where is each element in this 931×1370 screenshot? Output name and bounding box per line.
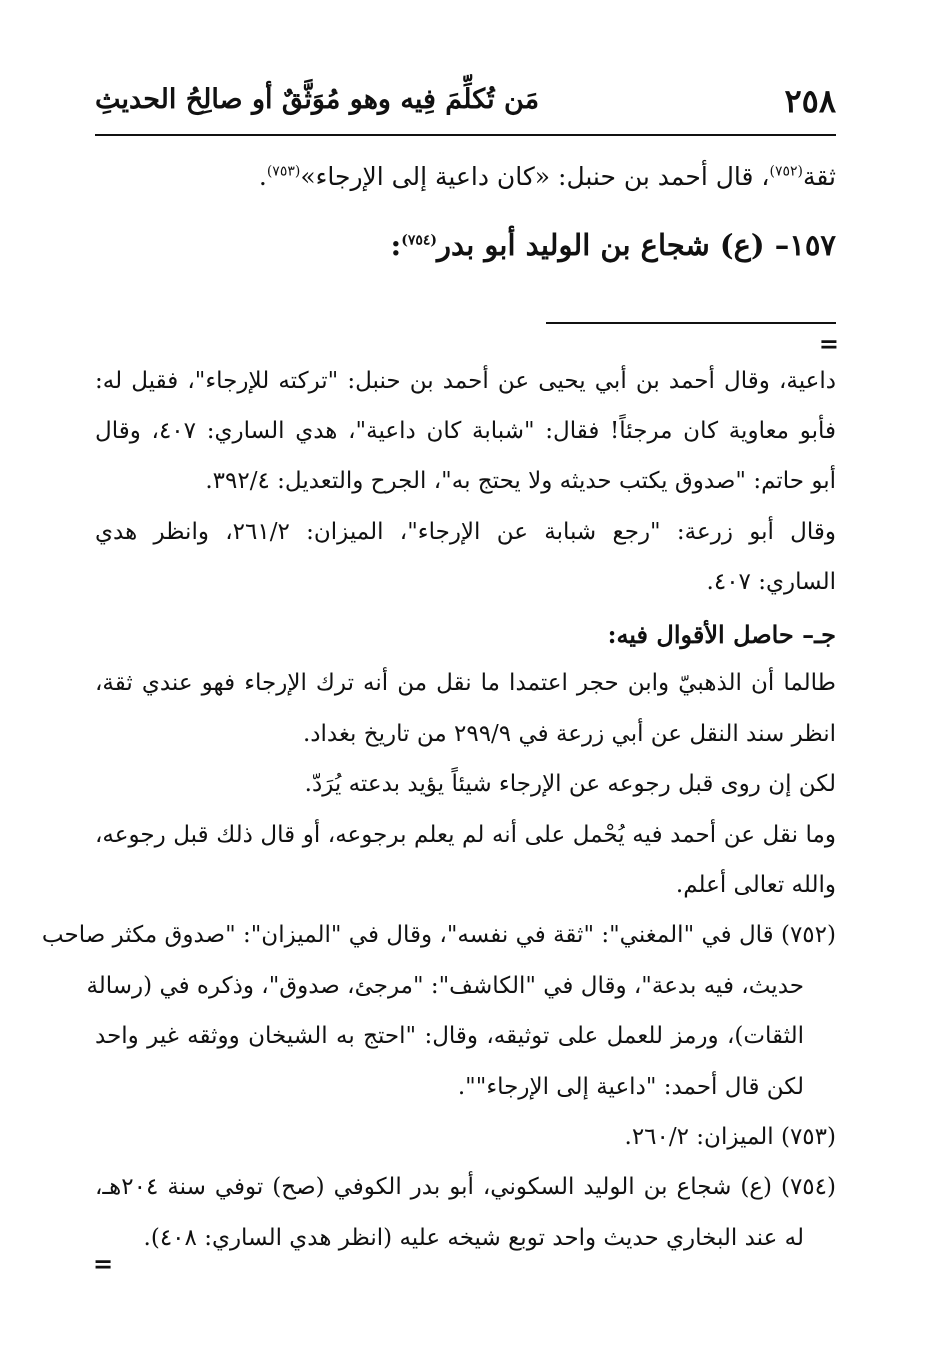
footnote-line: فأبو معاوية كان مرجئاً! فقال: "شبابة كان داعية"، هدي الساري: ٤٠٧، وقال (95, 418, 836, 444)
continuation-mark-top: = (818, 329, 839, 358)
footnote-752: (٧٥٢) قال في "المغني": "ثقة في نفسه"، وقال في "الميزان": "صدوق مكثر صاحب (41, 922, 836, 948)
footnote-line: حديث، فيه بدعة"، وقال في "الكاشف": "مرجئ، صدوق"، وذكره في (رسالة (86, 973, 804, 999)
footnote-ref-752: (٧٥٢) (769, 163, 803, 180)
page-header (95, 78, 836, 126)
footnote-line: وقال أبو زرعة: "رجع شبابة عن الإرجاء"، الميزان: ٢٦١/٢، وانظر هدي (95, 519, 836, 545)
entry-heading-text: ١٥٧– (ع) شجاع بن الوليد أبو بدر (437, 228, 836, 262)
body-text: ثقة (802, 162, 836, 191)
footnote-line: أبو حاتم: "صدوق يكتب حديثه ولا يحتج به"، الجرح والتعديل: ٣٩٢/٤. (205, 468, 836, 494)
header-rule (95, 134, 836, 136)
entry-heading-end: : (390, 228, 402, 262)
body-line-1 (95, 162, 836, 191)
page-number: ٢٥٨ (784, 82, 836, 120)
footnote-line: طالما أن الذهبيّ وابن حجر اعتمدا ما نقل من أنه ترك الإرجاء فهو عندي ثقة، (95, 670, 836, 696)
footnote-line: انظر سند النقل عن أبي زرعة في ٢٩٩/٩ من تاريخ بغداد. (302, 721, 836, 747)
body-text: . (258, 162, 267, 191)
footnote-753: (٧٥٣) الميزان: ٢٦٠/٢. (624, 1124, 836, 1150)
footnote-line: داعية، وقال أحمد بن أبي يحيى عن أحمد بن حنبل: "تركته للإرجاء"، فقيل له: (95, 368, 836, 394)
running-title: مَن تُكلِّمَ فِيه وهو مُوَثَّقٌ أو صالِحُ الحديثِ (95, 84, 540, 115)
continuation-mark-bottom: = (93, 1249, 114, 1278)
body-text: ، قال أحمد بن حنبل: «كان داعية إلى الإرجاء» (300, 162, 770, 191)
footnote-754: (٧٥٤) (ع) شجاع بن الوليد السكوني، أبو بدر الكوفي (صح) توفي سنة ٢٠٤هـ، (95, 1174, 836, 1200)
footnote-separator (546, 322, 836, 324)
footnote-line: لكن قال أحمد: "داعية إلى الإرجاء"". (457, 1074, 804, 1100)
footnote-line: لكن إن روى قبل رجوعه عن الإرجاء شيئاً يؤيد بدعته يُرَدّ. (304, 771, 836, 797)
footnote-line: وما نقل عن أحمد فيه يُحْمل على أنه لم يعلم برجوعه، أو قال ذلك قبل رجوعه، (95, 822, 836, 848)
footnote-ref-754: (٧٥٤) (401, 232, 438, 249)
footnote-ref-753: (٧٥٣) (266, 163, 301, 180)
footnote-subheading: جـ– حاصل الأقوال فيه: (607, 620, 836, 649)
entry-heading (95, 228, 836, 262)
footnote-line: الساري: ٤٠٧. (706, 569, 836, 595)
footnote-line: والله تعالى أعلم. (675, 872, 836, 898)
footnote-line: له عند البخاري حديث واحد توبع شيخه عليه (انظر هدي الساري: ٤٠٨). (143, 1225, 804, 1251)
footnote-line: الثقات)، ورمز للعمل على توثيقه، وقال: "احتج به الشيخان ووثقه غير واحد (95, 1023, 804, 1049)
